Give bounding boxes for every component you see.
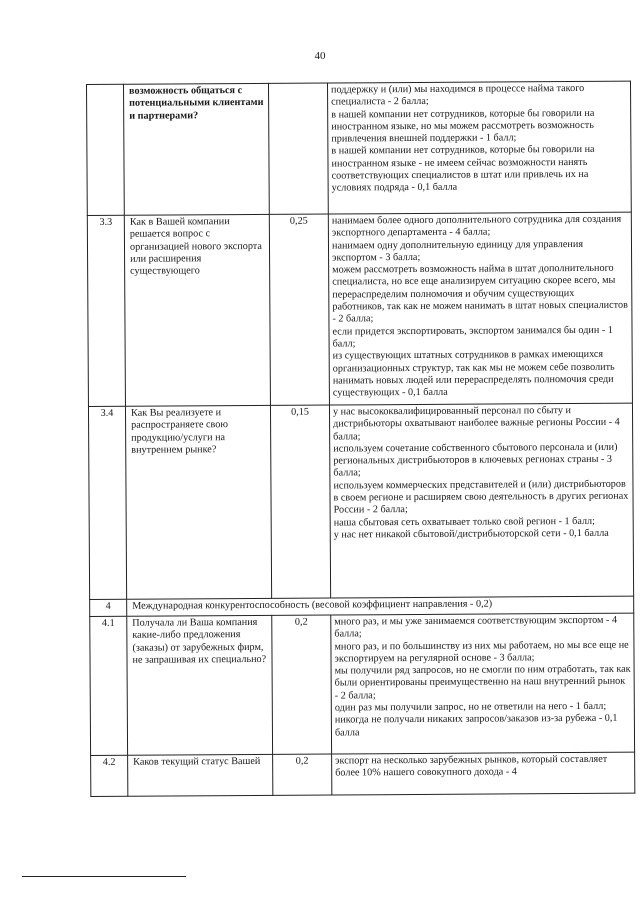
- answer-option: много раз, и по большинству из них мы работаем, но мы все еще не экспортируем на регулярной основе - 3 балла;: [334, 639, 629, 665]
- evaluation-table: [86, 81, 635, 797]
- question-cell: возможность общаться с потенциальными клиентами и партнерами?: [124, 83, 270, 215]
- answer-option: можем рассмотреть возможность найма в штат дополнительного специалиста, но все еще анализируем ситуацию скорее всего, мы перераспределим полномочия и обучим существующих работников, так как не можем нанимать в штат новых специалистов - 2 балла;: [332, 262, 628, 325]
- answer-option: много раз, и мы уже занимаемся соответствующим экспортом - 4 балла;: [334, 614, 618, 640]
- section-number: 4: [90, 599, 127, 616]
- answers-cell: [327, 81, 631, 214]
- answer-option: в нашей компании нет сотрудников, которые бы говорили на иностранном языке, но мы можем рассмотреть возможность привлечения внешней поддержки - 1 балл;: [331, 107, 595, 145]
- answer-option: используем сочетание собственного сбытового персонала и (или) региональных дистрибьюторов в ключевых регионах страны - 3 балла;: [333, 441, 618, 479]
- answers-cell: [329, 403, 633, 598]
- answer-option: если придется экспортировать, экспортом занимался бы один - 1 балл;: [332, 324, 613, 350]
- row-number: 4.1: [90, 616, 128, 755]
- answer-option: нанимаем одну дополнительную единицу для управления экспортом - 3 балла;: [331, 238, 584, 264]
- footnote-divider: [22, 876, 186, 877]
- weight-cell: 0,2: [273, 754, 332, 795]
- answer-option: поддержку и (или) мы находимся в процессе найма такого специалиста - 2 балла;: [331, 82, 585, 108]
- answer-option: экспорт на несколько зарубежных рынков, который составляет более 10% нашего совокупного дохода - 4: [335, 753, 608, 779]
- table-row: [90, 613, 635, 755]
- answer-option: в нашей компании нет сотрудников, которые бы говорили на иностранном языке - не имеем сейчас возможности нанять соответствующих специалистов в штат или привлечь их на условиях подряда - 0,1 балла: [331, 144, 595, 194]
- answers-cell: [328, 212, 632, 405]
- row-number: [87, 84, 125, 215]
- page-number: 40: [314, 50, 326, 62]
- row-number: 4.2: [91, 755, 128, 796]
- answer-option: нанимаем более одного дополнительного сотрудника для создания экспортного департамента - 4 балла;: [331, 213, 622, 239]
- answers-cell: [332, 752, 635, 795]
- answer-option: наша сбытовая сеть охватывает только свой регион - 1 балл;: [333, 515, 595, 529]
- weight-cell: 0,2: [272, 615, 332, 754]
- answer-option: из существующих штатных сотрудников в рамках имеющихся организационных структур, так как мы не можем себе позволить нанимать новых людей или перераспределять полномочия среди существующих - 0,1 балла: [332, 349, 615, 399]
- answer-option: никогда не получали никаких запросов/заказов из-за рубежа - 0,1 балла: [334, 713, 618, 739]
- weight-cell: 0,15: [270, 405, 330, 598]
- question-cell: Каков текущий статус Вашей: [128, 754, 273, 796]
- weight-cell: 0,25: [269, 214, 329, 405]
- row-number: 3.3: [87, 215, 125, 406]
- answer-option: мы получили ряд запросов, но не смогли по ним отработать, так как были ориентированы преимущественно на наш внутренний рынок - 2 балла;: [334, 663, 631, 702]
- question-cell: Как Вы реализуете и распространяете свою продукцию/услуги на внутреннем рынке?: [125, 405, 271, 599]
- table-row: [87, 81, 632, 215]
- table-row: [88, 403, 633, 599]
- question-cell: Как в Вашей компании решается вопрос с организацией нового экспорта или расширения существующего: [124, 214, 270, 406]
- row-number: 3.4: [88, 406, 126, 599]
- table-row: [91, 752, 635, 796]
- table-row: [87, 212, 632, 406]
- answer-option: используем коммерческих представителей и (или) дистрибьюторов в своем регионе и расширяем свою деятельность в других регионах России - 2 балла;: [333, 478, 629, 516]
- section-title: Международная конкурентоспособность (весовой коэффициент направления - 0,2): [127, 596, 634, 616]
- answer-option: у нас высококвалифицированный персонал по сбыту и дистрибьюторы охватывают наиболее важные регионы России - 4 балла;: [332, 405, 620, 443]
- question-cell: Получала ли Ваша компания какие-либо предложения (заказы) от зарубежных фирм, не запрашивая их специально?: [127, 615, 273, 755]
- answer-option: у нас нет никакой сбытовой/дистрибьюторской сети - 0,1 балла: [333, 527, 609, 541]
- weight-cell: [268, 83, 328, 214]
- answer-option: один раз мы получили запрос, но не ответили на него - 1 балл;: [334, 700, 607, 714]
- answers-cell: [331, 613, 635, 754]
